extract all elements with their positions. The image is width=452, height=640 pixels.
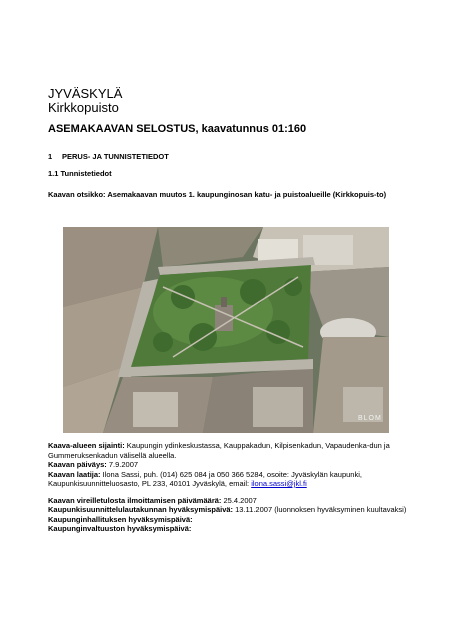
date-row <box>48 460 418 470</box>
location-value: Kaupungin ydinkeskustassa, Kauppakadun, Kilpisenkadun, Vapaudenka-dun ja Gummeruksenkadun välisellä alueella. <box>48 441 390 460</box>
photo-credit: BLOM <box>358 415 382 422</box>
spacer <box>48 489 418 496</box>
email-link[interactable]: ilona.sassi@jkl.fi <box>251 479 307 488</box>
section-1-heading <box>48 152 169 161</box>
place-name: Kirkkopuisto <box>48 100 119 115</box>
location-label: Kaava-alueen sijainti: <box>48 441 125 450</box>
location-row <box>48 441 418 460</box>
initiation-row <box>48 496 418 506</box>
plan-info <box>48 441 418 534</box>
planning-board-value: 13.11.2007 (luonnoksen hyväksyminen kuultavaksi) <box>233 505 407 514</box>
document-title: ASEMAKAAVAN SELOSTUS, kaavatunnus 01:160 <box>48 123 307 135</box>
initiation-value: 25.4.2007 <box>221 495 257 505</box>
section-1-1-heading: 1.1 Tunnistetiedot <box>48 169 112 178</box>
planning-board-row <box>48 505 418 515</box>
aerial-photo <box>63 227 389 433</box>
author-row <box>48 470 418 489</box>
city-name: JYVÄSKYLÄ <box>48 86 123 101</box>
author-label: Kaavan laatija: <box>48 469 101 479</box>
plan-title: Kaavan otsikko: Asemakaavan muutos 1. kaupunginosan katu- ja puistoalueille (Kirkkopuis-to) <box>48 190 387 199</box>
planning-board-label: Kaupunkisuunnittelulautakunnan hyväksymispäivä: <box>48 505 234 514</box>
aerial-photo-graphic <box>63 227 389 433</box>
city-council-label: Kaupunginvaltuuston hyväksymispäivä: <box>48 524 192 533</box>
section-number: 1 <box>48 152 53 161</box>
city-board-label: Kaupunginhallituksen hyväksymispäivä: <box>48 514 193 524</box>
city-board-row <box>48 515 418 525</box>
date-label: Kaavan päiväys: <box>48 460 107 469</box>
initiation-label: Kaavan vireilletulosta ilmoittamisen päivämäärä: <box>48 495 222 505</box>
city-council-row <box>48 524 418 534</box>
author-value: Ilona Sassi, puh. (014) 625 084 ja 050 366 5284, osoite: Jyväskylän kaupunki, Kaupunkisuunnitteluosasto, PL 233, 40101 Jyväskylä, email: <box>48 469 362 488</box>
section-label: PERUS- JA TUNNISTETIEDOT <box>62 152 169 161</box>
date-value: 7.9.2007 <box>106 460 139 469</box>
